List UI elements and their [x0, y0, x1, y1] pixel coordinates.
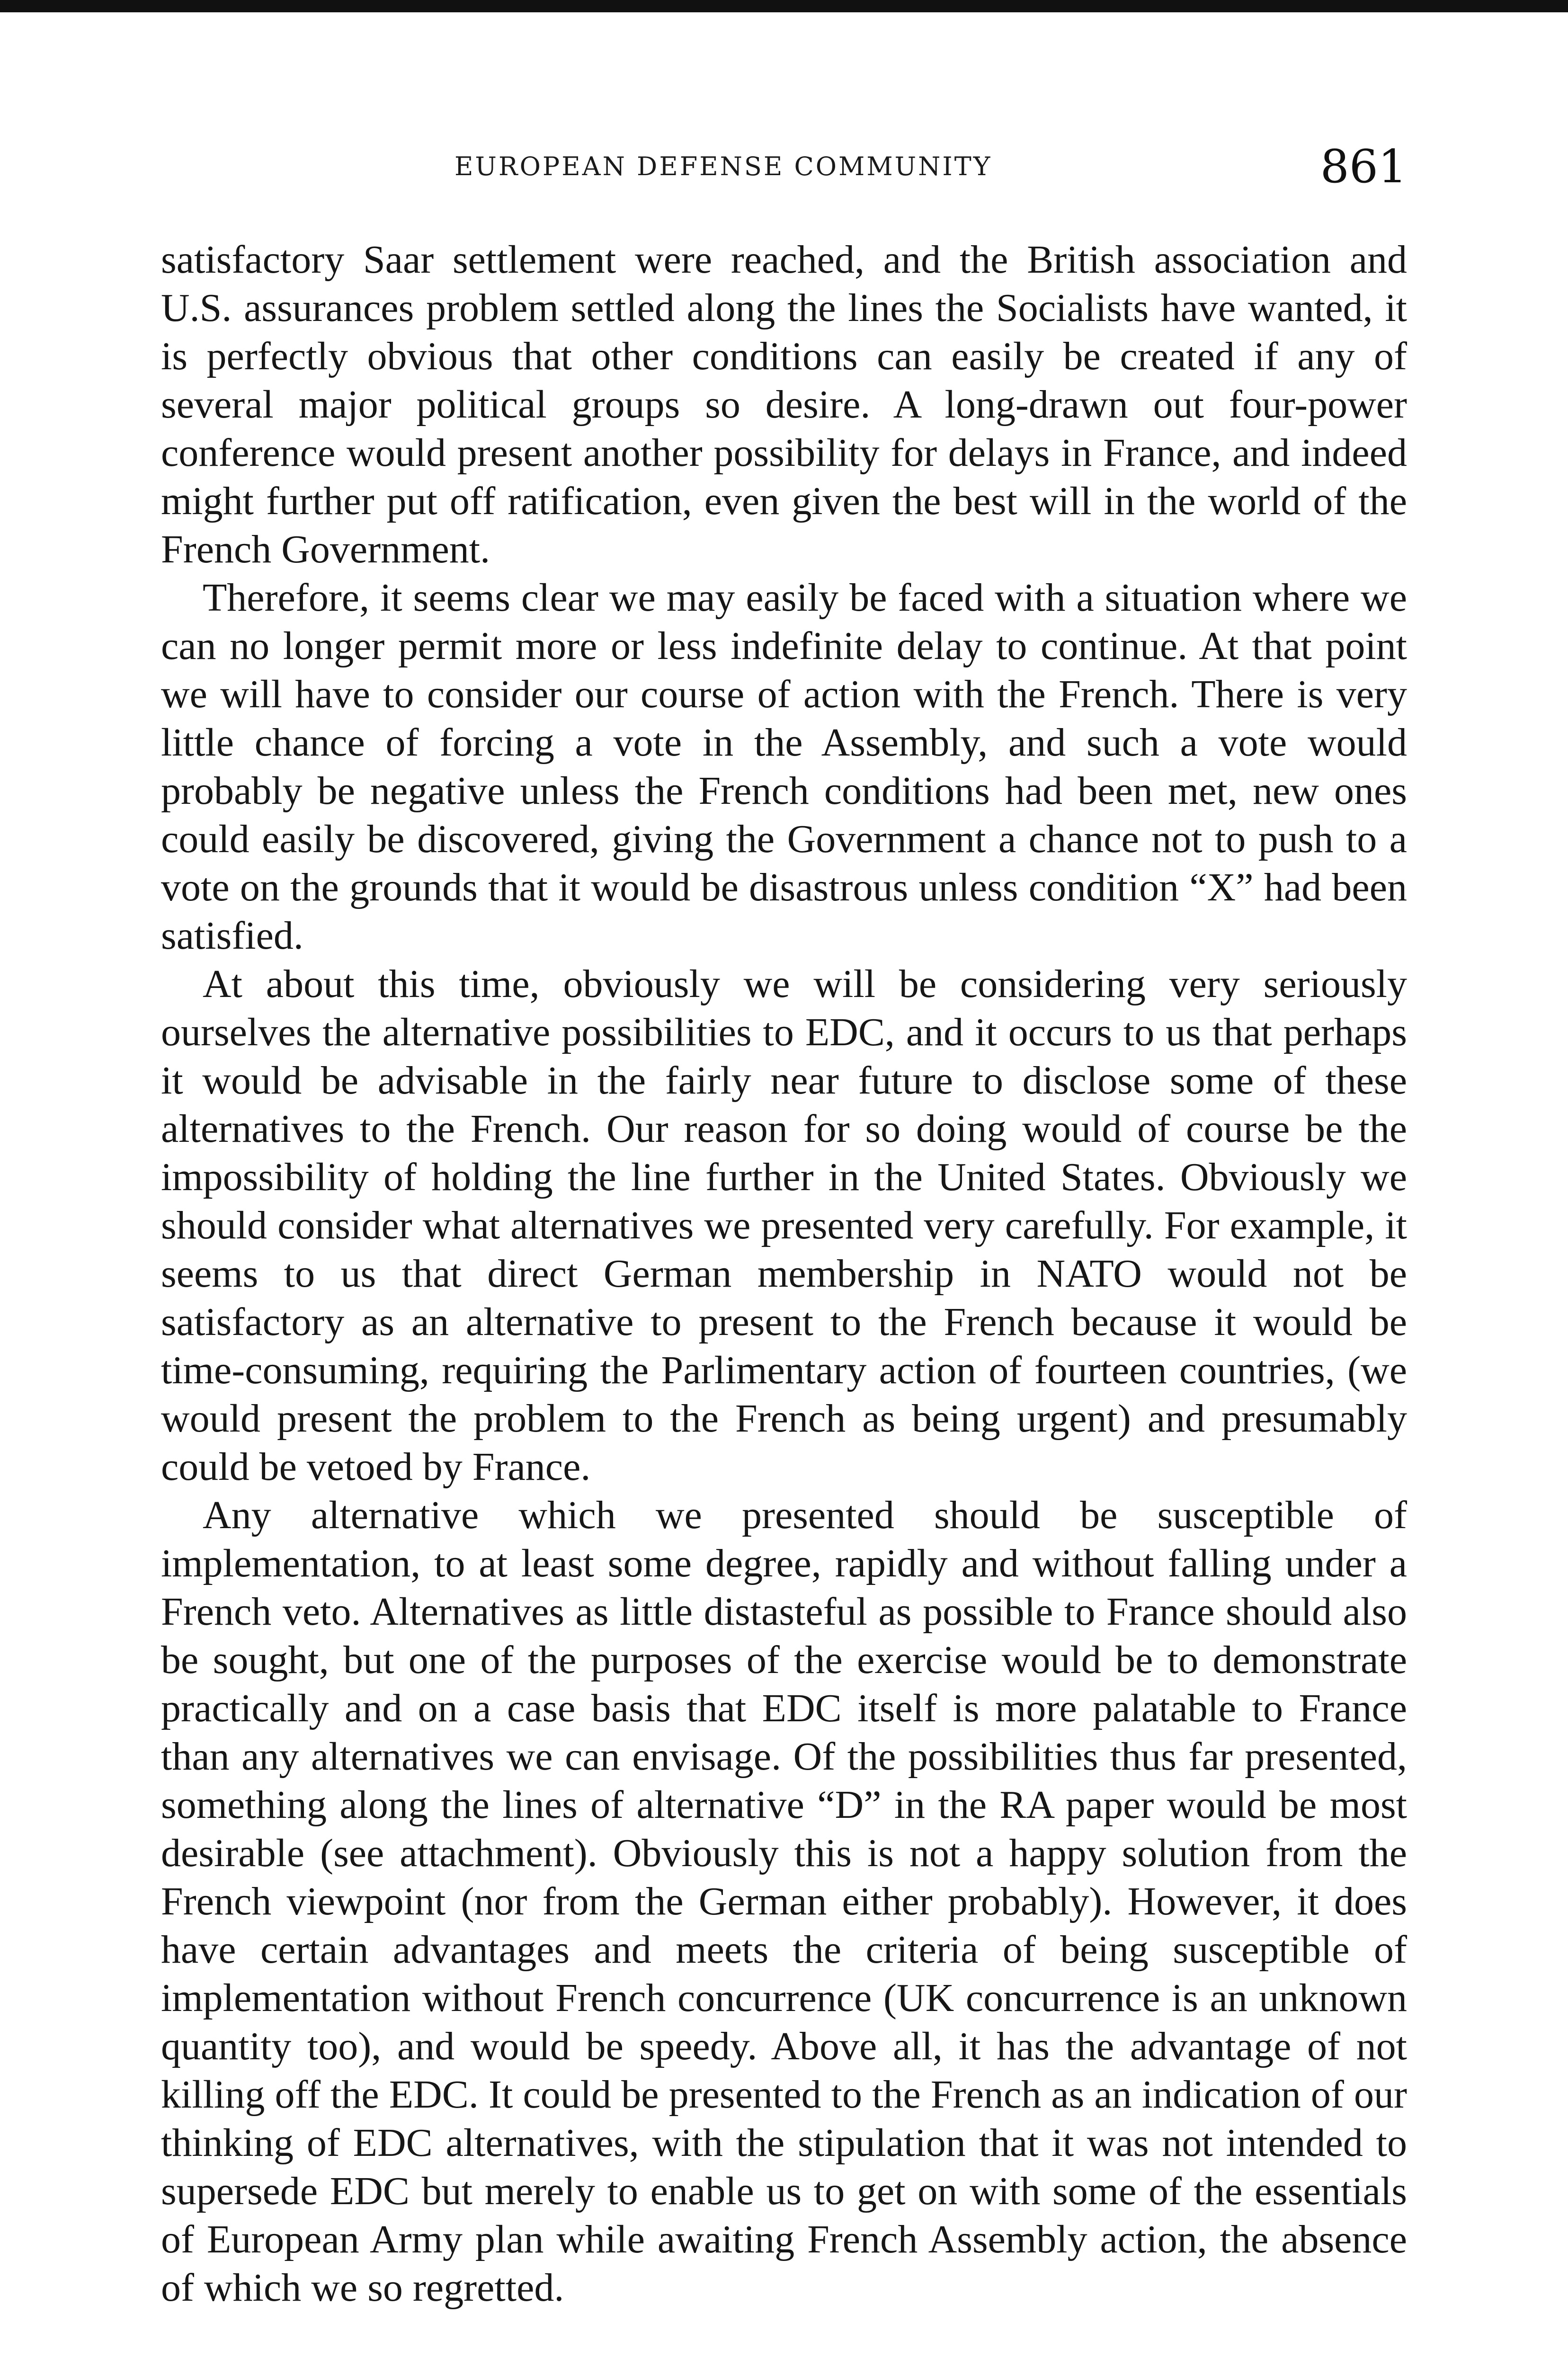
- document-body: [161, 236, 1407, 2312]
- paragraph-alternatives: At about this time, obviously we will be considering very seriously ourselves the alternative possibilities to EDC, and it occurs to us that perhaps it would be advisable in the fairly near future to disclose some of these alternatives to the French. Our reason for so doing would of course be the impossibility of holding the line further in the United States. Obviously we should consider what alternatives we presented very carefully. For example, it seems to us that direct German membership in NATO would not be satisfactory as an alternative to present to the French because it would be time-consuming, requiring the Parlimentary action of fourteen countries, (we would present the problem to the French as being urgent) and presumably could be vetoed by France.: [161, 962, 1407, 1489]
- paragraph-implementation: Any alternative which we presented should be susceptible of implementation, to at least some degree, rapidly and without falling under a French veto. Alternatives as little distasteful as possible to France should also be sought, but one of the purposes of the exercise would be to demonstrate practically and on a case basis that EDC itself is more palatable to France than any alternatives we can envisage. Of the possibilities thus far presented, something along the lines of alternative “D” in the RA paper would be most desirable (see attachment). Obviously this is not a happy solution from the French viewpoint (nor from the German either probably). However, it does have certain advantages and meets the criteria of being susceptible of implementation without French concurrence (UK concurrence is an unknown quantity too), and would be speedy. Above all, it has the advantage of not killing off the EDC. It could be presented to the French as an indication of our thinking of EDC alternatives, with the stipulation that it was not intended to supersede EDC but merely to enable us to get on with some of the essentials of European Army plan while awaiting French Assembly action, the absence of which we so regretted.: [161, 1493, 1407, 2310]
- running-header-title: EUROPEAN DEFENSE COMMUNITY: [454, 151, 992, 181]
- page-number: 861: [1320, 140, 1407, 193]
- paragraph-continued: satisfactory Saar settlement were reached, and the British association and U.S. assurances problem settled along the lines the Socialists have wanted, it is perfectly obvious that other conditions can easily be created if any of several major political groups so desire. A long-drawn out four-power conference would present another possibility for delays in France, and indeed might further put off ratification, even given the best will in the world of the French Government.: [161, 238, 1407, 571]
- top-border-rule: [0, 0, 1568, 12]
- paragraph-therefore: Therefore, it seems clear we may easily be faced with a situation where we can no longer permit more or less indefinite delay to continue. At that point we will have to consider our course of action with the French. There is very little chance of forcing a vote in the Assembly, and such a vote would probably be negative unless the French conditions had been met, new ones could easily be discovered, giving the Government a chance not to push to a vote on the grounds that it would be disastrous unless condition “X” had been satisfied.: [161, 576, 1407, 958]
